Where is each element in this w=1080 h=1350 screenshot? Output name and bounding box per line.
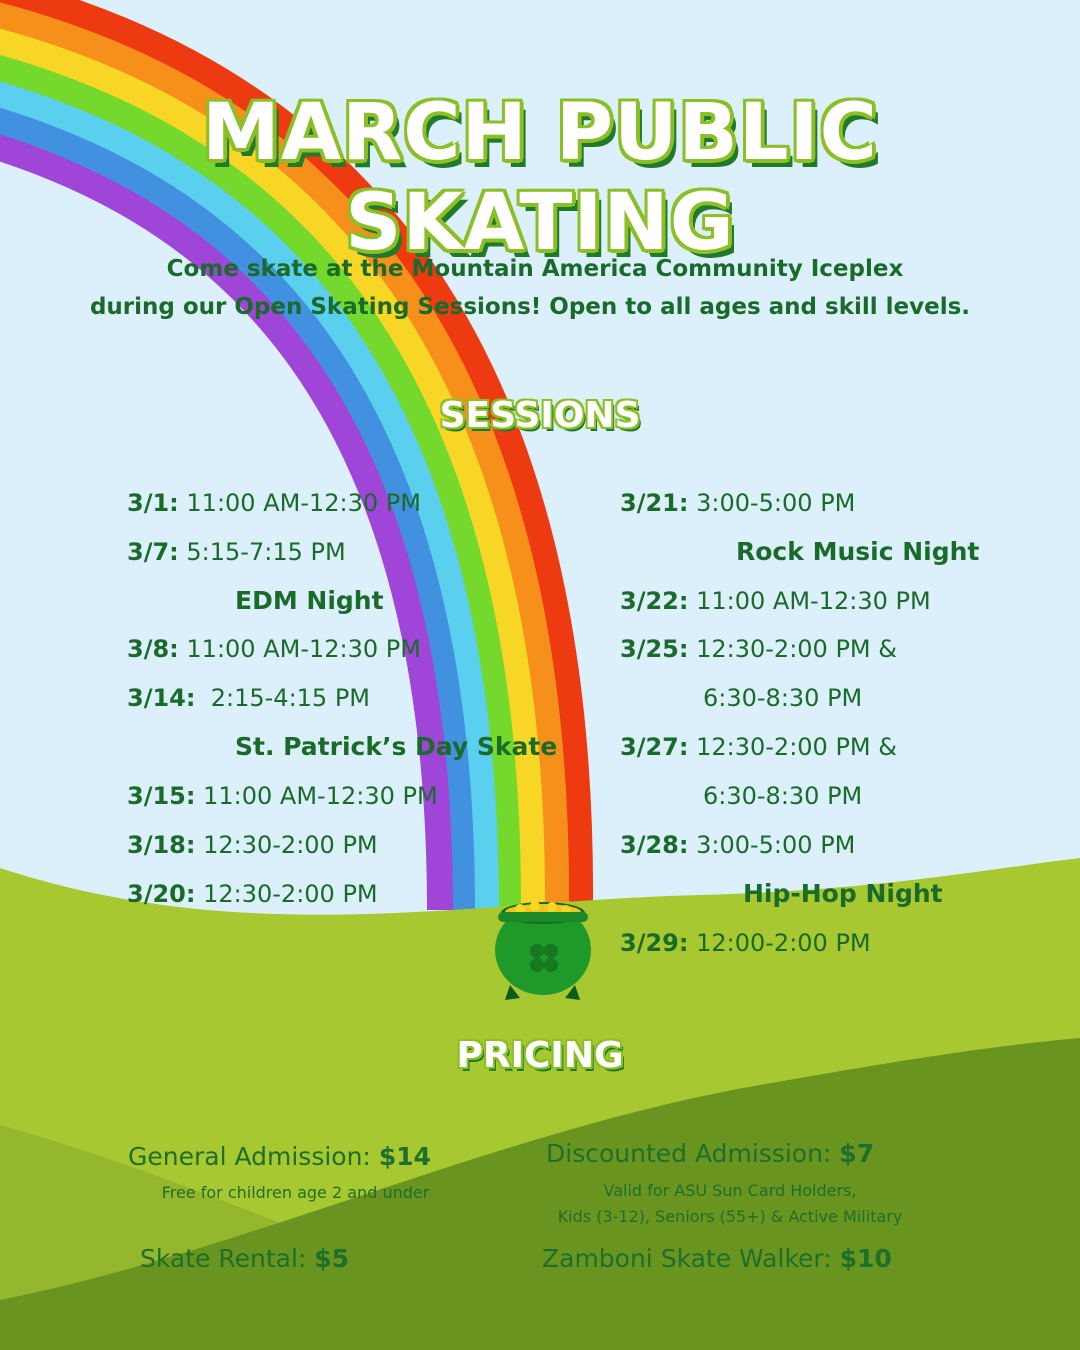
session-time: 3:00-5:00 PM xyxy=(696,831,856,859)
session-time: 11:00 AM-12:30 PM xyxy=(186,635,421,663)
session-item xyxy=(127,488,421,537)
session-event: Rock Music Night xyxy=(736,537,980,566)
session-date: 3/22: xyxy=(620,587,689,615)
price-label: Zamboni Skate Walker: xyxy=(542,1244,840,1273)
session-item xyxy=(127,683,370,732)
session-time: 5:15-7:15 PM xyxy=(186,538,346,566)
session-time: 11:00 AM-12:30 PM xyxy=(186,489,421,517)
session-date: 3/21: xyxy=(620,489,689,517)
session-item xyxy=(620,634,897,683)
price-rental xyxy=(140,1244,349,1273)
session-time: 11:00 AM-12:30 PM xyxy=(696,587,931,615)
sessions-heading: SESSIONS xyxy=(439,395,641,436)
price-value: $10 xyxy=(839,1244,892,1273)
session-time-continued: 6:30-8:30 PM xyxy=(703,684,863,712)
session-date: 3/18: xyxy=(127,831,196,859)
session-date: 3/20: xyxy=(127,880,196,908)
session-time: 12:30-2:00 PM xyxy=(203,880,378,908)
session-event: Hip-Hop Night xyxy=(743,879,943,908)
session-item xyxy=(620,488,855,537)
session-item xyxy=(620,830,855,879)
note-line: Kids (3-12), Seniors (55+) & Active Military xyxy=(557,1207,903,1226)
session-item xyxy=(127,537,346,586)
price-walker xyxy=(542,1244,892,1273)
session-event: EDM Night xyxy=(235,586,384,615)
session-time: 11:00 AM-12:30 PM xyxy=(203,782,438,810)
session-item xyxy=(127,634,421,683)
session-time: 3:00-5:00 PM xyxy=(696,489,856,517)
session-event: St. Patrick’s Day Skate xyxy=(235,732,558,761)
session-date: 3/7: xyxy=(127,538,179,566)
price-label: Discounted Admission: xyxy=(546,1139,840,1168)
price-value: $14 xyxy=(378,1142,431,1171)
session-date: 3/27: xyxy=(620,733,689,761)
session-date: 3/14: xyxy=(127,684,196,712)
session-item xyxy=(620,586,931,635)
session-date: 3/29: xyxy=(620,929,689,957)
session-item xyxy=(620,732,897,781)
session-time: 2:15-4:15 PM xyxy=(203,684,370,712)
price-value: $7 xyxy=(839,1139,875,1168)
price-general xyxy=(128,1142,431,1171)
price-label: General Admission: xyxy=(128,1142,379,1171)
intro-text xyxy=(0,250,1080,326)
session-item xyxy=(127,781,438,830)
session-item xyxy=(620,928,871,977)
session-date: 3/25: xyxy=(620,635,689,663)
pricing-heading: PRICING xyxy=(456,1035,624,1076)
price-discounted xyxy=(546,1139,874,1168)
session-date: 3/28: xyxy=(620,831,689,859)
session-time: 12:30-2:00 PM & xyxy=(696,635,897,663)
session-time: 12:00-2:00 PM xyxy=(696,929,871,957)
session-time-continued: 6:30-8:30 PM xyxy=(703,782,863,810)
note-line: Valid for ASU Sun Card Holders, xyxy=(603,1181,857,1200)
session-date: 3/15: xyxy=(127,782,196,810)
session-time: 12:30-2:00 PM xyxy=(203,831,378,859)
page-title: MARCH PUBLIC SKATING xyxy=(202,88,878,268)
session-item xyxy=(127,830,378,879)
session-time: 12:30-2:00 PM & xyxy=(696,733,897,761)
price-value: $5 xyxy=(314,1244,350,1273)
price-discounted-note xyxy=(520,1178,940,1230)
price-label: Skate Rental: xyxy=(140,1244,315,1273)
price-general-note: Free for children age 2 and under xyxy=(161,1183,430,1202)
intro-line-2: during our Open Skating Sessions! Open to all ages and skill levels. xyxy=(89,294,971,320)
session-date: 3/8: xyxy=(127,635,179,663)
intro-line-1: Come skate at the Mountain America Community Iceplex xyxy=(166,256,904,282)
session-item xyxy=(127,879,378,928)
session-date: 3/1: xyxy=(127,489,179,517)
